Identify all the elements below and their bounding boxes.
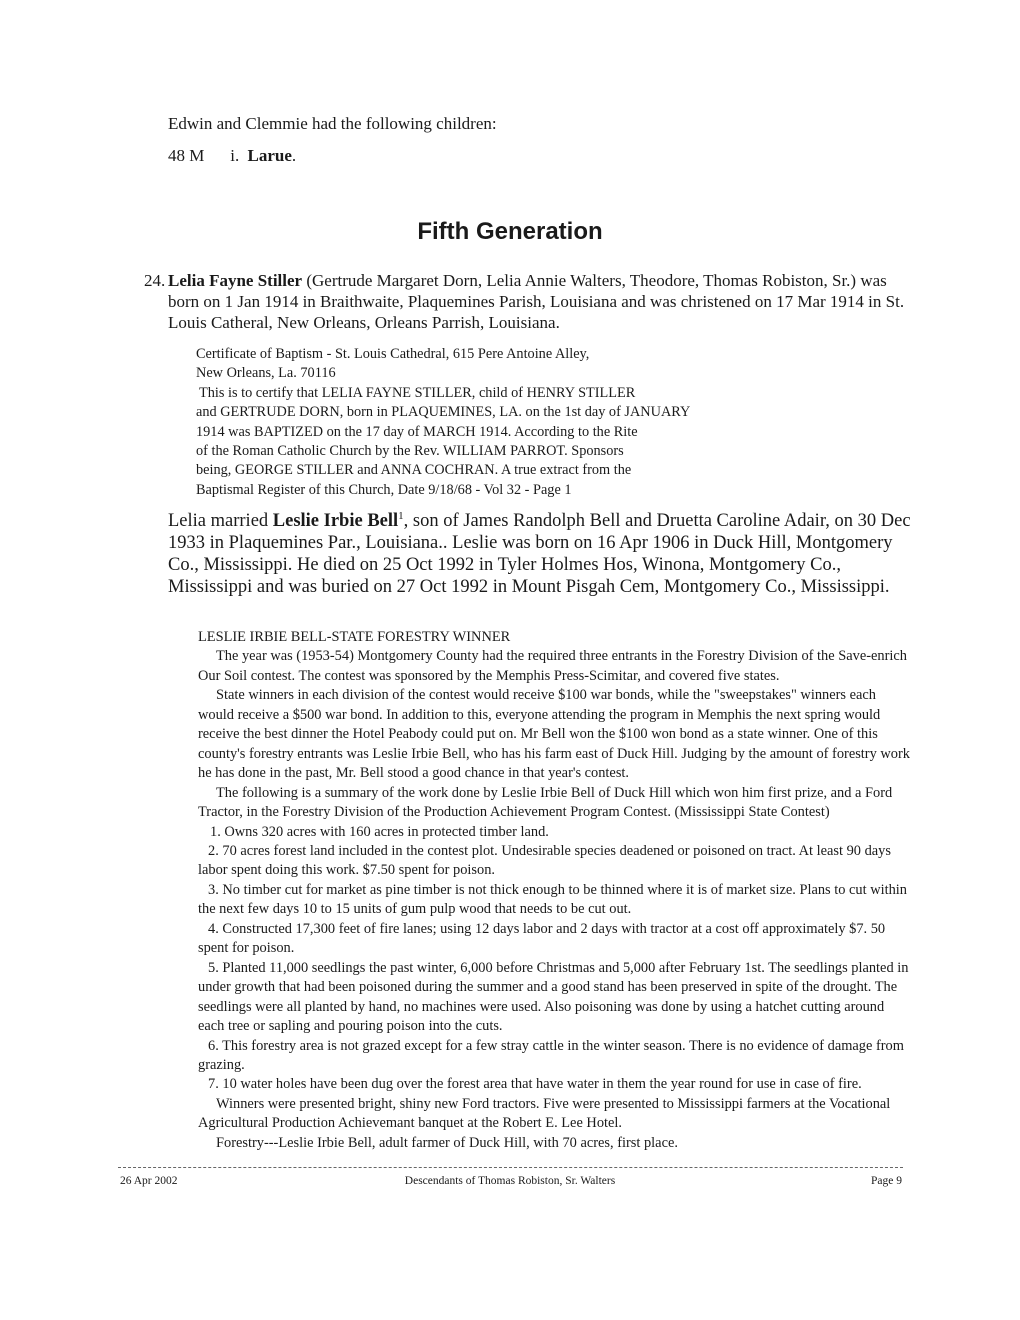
baptism-line: Baptismal Register of this Church, Date 9/18/68 - Vol 32 - Page 1	[196, 481, 572, 498]
baptism-certificate	[196, 345, 756, 500]
generation-title	[0, 218, 1020, 246]
marriage-lead: Lelia married	[168, 511, 273, 531]
entry-number: 24.	[144, 271, 166, 290]
entry-body	[168, 270, 914, 333]
baptism-line: 1914 was BAPTIZED on the 17 day of MARCH 1914. According to the Rite	[196, 423, 638, 440]
baptism-line: New Orleans, La. 70116	[196, 365, 336, 382]
footer-rule	[118, 1167, 903, 1168]
marriage-rest: , son of James Randolph Bell and Druetta Caroline Adair, on 30 Dec 1933 in Plaquemines Par., Louisiana.. Leslie was born on 16 Apr 1906 in Duck Hill, Montgomery Co., Mississippi. He died on 25 Oct 1992 in Tyler Holmes Hos, Winona, Montgomery Co., Mississippi and was buried on 27 Oct 1992 in Mount Pisgah Cem, Montgomery Co., Mississippi.	[168, 511, 911, 597]
article-list-item: 1. Owns 320 acres with 160 acres in protected timber land.	[210, 823, 549, 840]
baptism-line: and GERTRUDE DORN, born in PLAQUEMINES, LA. on the 1st day of JANUARY	[196, 404, 691, 421]
child-number: 48	[168, 146, 185, 165]
article-list-item: 4. Constructed 17,300 feet of fire lanes; using 12 days labor and 2 days with tractor at a cost off approximately $7. 50 spent for poison.	[198, 920, 886, 957]
article-list-item: 3. No timber cut for market as pine timber is not thick enough to be thinned where it is of market size. Plans to cut within the next few days 10 to 15 units of gum pulp wood that needs to be cut out.	[198, 881, 907, 918]
person-entry	[144, 270, 914, 333]
article-paragraph: State winners in each division of the contest would receive $100 war bonds, while the "sweepstakes" winners each would receive a $500 war bond. In addition to this, everyone attending the program in Memphis the next spring would receive the best dinner the Hotel Peabody could put on. Mr Bell won the $100 won bond as a state winner. One of this county's forestry entrants was Leslie Irbie Bell, who has his farm east of Duck Hill. Judging by the amount of forestry work he has done in the past, Mr. Bell stood a good chance in that year's contest.	[198, 687, 910, 782]
child-id	[168, 146, 226, 166]
footer-page-number: Page 9	[871, 1175, 902, 1187]
entry-ancestry: (Gertrude Margaret Dorn, Lelia Annie Walters, Theodore, Thomas Robiston, Sr.) was born on 1 Jan 1914 in Braithwaite, Plaquemines Parish, Louisiana and was christened on 17 Mar 1914 in St. Louis Catheral, New Orleans, Orleans Parrish, Louisiana.	[168, 271, 905, 332]
article-paragraph: Winners were presented bright, shiny new Ford tractors. Five were presented to Mississippi farmers at the Vocational Agricultural Production Achievemant banquet at the Robert E. Lee Hotel.	[198, 1095, 891, 1132]
footnote-ref: 1	[398, 509, 404, 522]
marriage-paragraph	[168, 510, 914, 598]
article-list-item: 7. 10 water holes have been dug over the forest area that have water in them the year round for use in case of fire.	[208, 1076, 862, 1093]
footer-date: 26 Apr 2002	[120, 1175, 178, 1187]
child-row	[168, 146, 296, 166]
article-paragraph: The following is a summary of the work done by Leslie Irbie Bell of Duck Hill which won him first prize, and a Ford Tractor, in the Forestry Division of the Production Achievement Program Contest. (Mississippi State Contest)	[198, 784, 893, 821]
baptism-line: This is to certify that LELIA FAYNE STILLER, child of HENRY STILLER	[199, 384, 636, 401]
child-name: Larue	[247, 146, 292, 165]
article-list-item: 5. Planted 11,000 seedlings the past winter, 6,000 before Christmas and 5,000 after February 1st. The seedlings planted in under growth that had been poisoned during the summer and a good stand has been preserved in spite of the drought. The seedlings were all planted by hand, no machines were used. Also poisoning was done by using a hatchet cutting around each tree or sapling and pouring poison into the cuts.	[198, 959, 909, 1035]
baptism-line: Certificate of Baptism - St. Louis Cathedral, 615 Pere Antoine Alley,	[196, 346, 590, 362]
spouse-name: Leslie Irbie Bell	[272, 511, 399, 531]
article-list-item: 2. 70 acres forest land included in the contest plot. Undesirable species deadened or poisoned on tract. At least 90 days labor spent doing this work. $7.50 spent for poison.	[198, 842, 891, 879]
article-list-item: 6. This forestry area is not grazed except for a few stray cattle in the winter season. There is no evidence of damage from grazing.	[198, 1037, 904, 1073]
child-sex: M	[189, 146, 205, 165]
footer-title: Descendants of Thomas Robiston, Sr. Walters	[404, 1175, 616, 1187]
baptism-line: being, GEORGE STILLER and ANNA COCHRAN. A true extract from the	[196, 462, 632, 479]
forestry-article	[198, 628, 910, 1153]
generation-title-text: Fifth Generation	[417, 218, 603, 245]
baptism-line: of the Roman Catholic Church by the Rev. WILLIAM PARROT. Sponsors	[196, 443, 624, 460]
article-paragraph: Forestry---Leslie Irbie Bell, adult farmer of Duck Hill, with 70 acres, first place.	[216, 1134, 678, 1151]
child-roman-numeral: i.	[230, 146, 240, 165]
children-intro: Edwin and Clemmie had the following children:	[168, 114, 497, 133]
article-heading: LESLIE IRBIE BELL-STATE FORESTRY WINNER	[198, 629, 511, 645]
child-punct: .	[291, 146, 297, 165]
article-paragraph: The year was (1953-54) Montgomery County had the required three entrants in the Forestry Division of the Save-enrich Our Soil contest. The contest was sponsored by the Memphis Press-Scimitar, and covered five states.	[198, 648, 907, 684]
entry-name: Lelia Fayne Stiller	[168, 271, 303, 290]
